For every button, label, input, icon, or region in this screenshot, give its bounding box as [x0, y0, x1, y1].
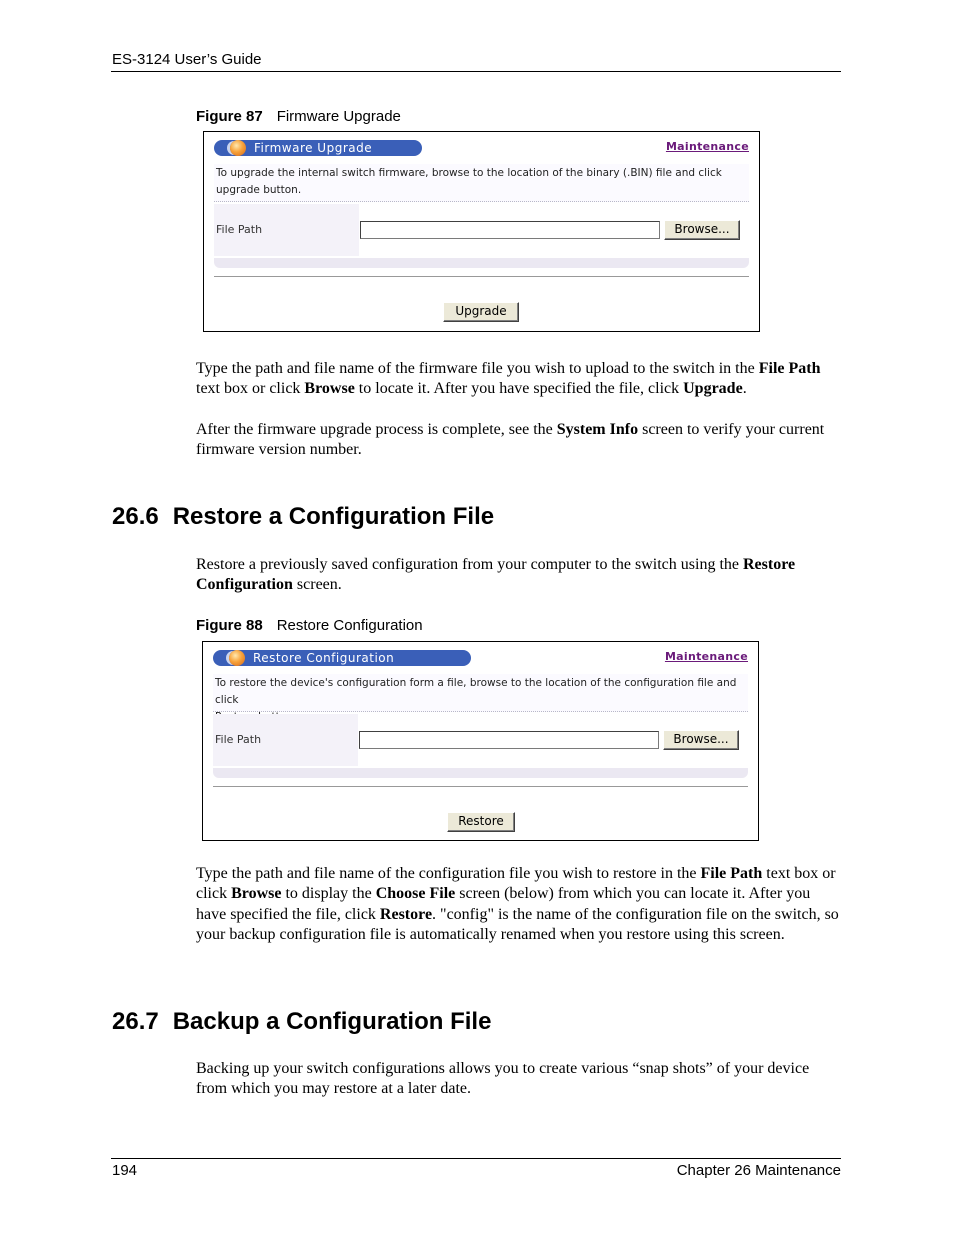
maintenance-link[interactable]: Maintenance — [665, 140, 749, 153]
restore-configuration-screenshot — [202, 641, 759, 841]
text-run: to locate it. After you have specified the file, click — [354, 380, 684, 398]
text-run-bold: Browse — [231, 885, 282, 903]
text-run: text box or click — [196, 380, 305, 398]
restore-button[interactable]: Restore — [447, 812, 515, 832]
text-run: After the firmware upgrade process is complete, see the — [196, 421, 557, 438]
figure-88-title: Restore Configuration — [276, 617, 423, 634]
description-line: To restore the device's configuration form a file, browse to the location of the configuration file and click — [215, 677, 737, 706]
text-run-bold: Upgrade — [683, 380, 743, 398]
separator — [214, 276, 749, 277]
browse-button[interactable]: Browse... — [663, 730, 739, 750]
text-run-bold: Browse — [304, 380, 355, 398]
form-bottom-band — [213, 768, 748, 778]
orb-icon — [229, 650, 245, 666]
firmware-upgrade-screenshot — [203, 131, 760, 332]
text-run: . — [742, 380, 747, 398]
text-run-bold: Restore Configuration — [196, 556, 796, 594]
text-run: . "config" is the name of the configuration file on the switch, so your backup configuration file is automatically renamed when you restore using this screen. — [196, 905, 839, 944]
text-run-bold: File Path — [758, 360, 821, 377]
paragraph-firmware-complete — [196, 420, 826, 461]
figure-87-title: Firmware Upgrade — [276, 108, 401, 125]
section-title: Restore a Configuration File — [172, 503, 495, 530]
footer-chapter: Chapter 26 Maintenance — [676, 1162, 841, 1179]
browse-button[interactable]: Browse... — [664, 220, 740, 240]
text-run: Backing up your switch configurations allows you to create various “snap shots” of your device from which you may restore at a later date. — [196, 1060, 810, 1098]
orb-icon — [230, 140, 246, 156]
file-path-input[interactable] — [359, 731, 659, 749]
text-run: screen. — [292, 576, 342, 594]
footer-rule — [111, 1158, 841, 1159]
restore-configuration-title: Restore Configuration — [253, 651, 395, 665]
text-run: to display the — [281, 885, 376, 903]
upgrade-button[interactable]: Upgrade — [443, 302, 519, 322]
page-number: 194 — [112, 1162, 138, 1179]
file-path-input[interactable] — [360, 221, 660, 239]
figure-87-caption — [196, 108, 401, 125]
text-run-bold: Choose File — [375, 885, 456, 903]
restore-configuration-description — [213, 674, 748, 712]
text-run-bold: Restore — [379, 905, 433, 923]
firmware-upgrade-title: Firmware Upgrade — [254, 141, 373, 155]
text-run: Type the path and file name of the firmware file you wish to upload to the switch in the — [196, 360, 759, 377]
figure-88-label: Figure 88 — [196, 617, 263, 634]
file-path-row — [213, 714, 748, 766]
maintenance-link[interactable]: Maintenance — [664, 650, 748, 663]
text-run: Restore a previously saved configuration from your computer to the switch using the — [196, 556, 743, 573]
text-run: Type the path and file name of the configuration file you wish to restore in the — [196, 865, 701, 882]
text-run: screen to verify your current firmware version number. — [196, 421, 825, 459]
section-heading-26-6 — [112, 503, 494, 531]
restore-configuration-title-bar — [213, 650, 471, 666]
section-number: 26.6 — [112, 503, 159, 530]
firmware-upgrade-description — [214, 164, 749, 202]
firmware-upgrade-title-bar — [214, 140, 422, 156]
text-run: text box or click — [196, 865, 836, 903]
paragraph-firmware-instructions — [196, 359, 841, 400]
text-run-bold: File Path — [700, 865, 763, 882]
paragraph-restore-instructions — [196, 864, 841, 946]
file-path-label: File Path — [214, 204, 359, 256]
paragraph-restore-intro — [196, 555, 841, 596]
separator — [213, 786, 748, 787]
section-title: Backup a Configuration File — [172, 1008, 492, 1035]
file-path-row — [214, 204, 749, 256]
header-rule — [111, 71, 841, 72]
file-path-label: File Path — [213, 714, 358, 766]
running-header: ES-3124 User’s Guide — [112, 51, 262, 68]
text-run: screen (below) from which you can locate it. After you have specified the file, click — [196, 885, 811, 923]
paragraph-backup-intro — [196, 1059, 821, 1100]
section-heading-26-7 — [112, 1008, 491, 1036]
description-line: To upgrade the internal switch firmware, browse to the location of the binary (.BIN) file and click — [216, 167, 722, 179]
text-run-bold: System Info — [556, 421, 639, 438]
form-bottom-band — [214, 258, 749, 268]
figure-87-label: Figure 87 — [196, 108, 263, 125]
section-number: 26.7 — [112, 1008, 159, 1035]
description-line: upgrade button. — [216, 184, 302, 196]
figure-88-caption — [196, 617, 423, 634]
